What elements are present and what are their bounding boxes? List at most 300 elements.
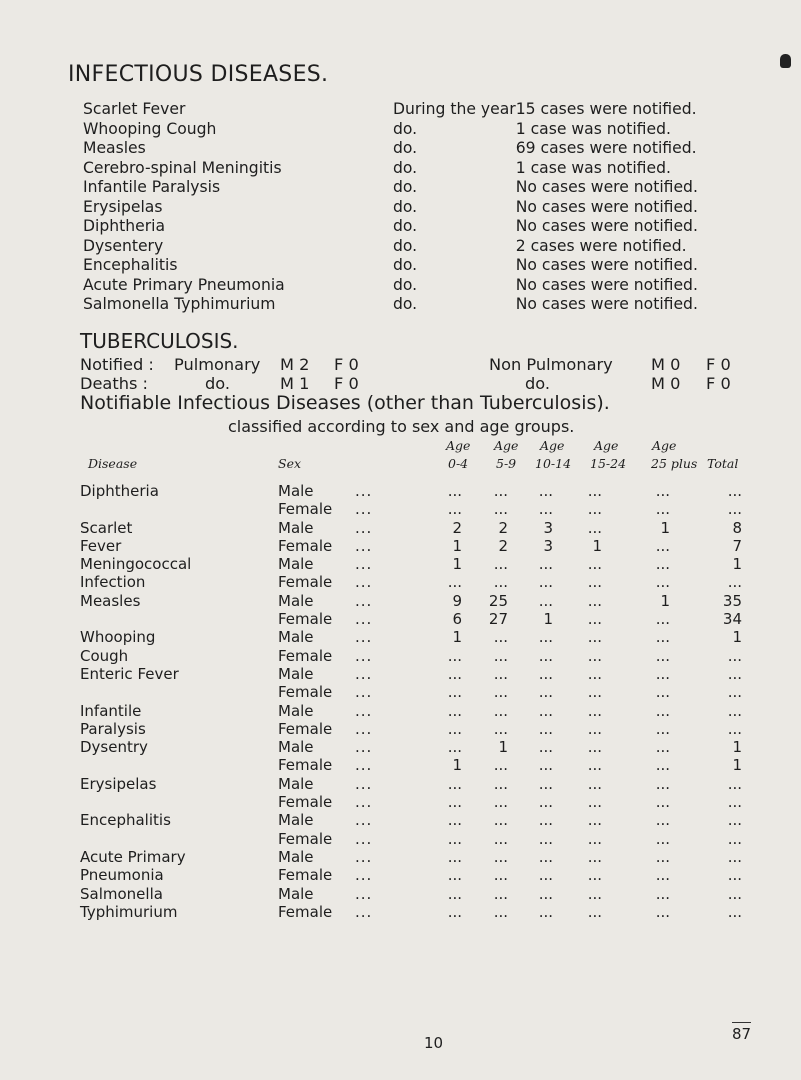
tb-label: Notified : — [80, 355, 154, 374]
row-age-value: ... — [447, 738, 462, 757]
row-age-value: ... — [447, 482, 462, 500]
notification-row — [83, 217, 743, 237]
row-leader: ... — [355, 738, 373, 757]
row-age-value: ... — [587, 793, 602, 812]
row-age-value: ... — [538, 756, 553, 775]
disease-name: Scarlet Fever — [83, 100, 186, 118]
table-row — [80, 592, 760, 610]
row-age-value: ... — [655, 774, 670, 793]
row-age-value: ... — [655, 738, 670, 757]
row-age-value: 2 — [452, 518, 462, 537]
row-age-value: ... — [447, 793, 462, 812]
row-age-value: ... — [655, 719, 670, 738]
row-sex: Female — [278, 793, 333, 812]
row-total: 7 — [732, 536, 742, 555]
row-total: ... — [727, 664, 742, 683]
age-label: Age — [652, 438, 677, 453]
notification-row — [83, 198, 743, 218]
table-row — [80, 683, 760, 701]
row-total: ... — [727, 793, 742, 812]
row-age-value: ... — [493, 793, 508, 812]
row-age-value: ... — [655, 500, 670, 519]
table-row — [80, 738, 760, 756]
row-age-value: ... — [538, 555, 553, 574]
age-label: Age — [494, 438, 519, 453]
row-age-value: ... — [587, 646, 602, 665]
result-text: No cases were notified. — [515, 178, 698, 196]
table-row — [80, 482, 760, 500]
row-age-value: ... — [538, 573, 553, 592]
row-age-value: 1 — [660, 591, 670, 610]
row-leader: ... — [355, 518, 373, 537]
row-sex: Female — [278, 829, 333, 848]
row-leader: ... — [355, 683, 373, 702]
row-leader: ... — [355, 591, 373, 610]
row-age-value: ... — [493, 628, 508, 647]
row-sex: Female — [278, 610, 333, 629]
row-age-value: ... — [493, 774, 508, 793]
row-age-value: 1 — [660, 518, 670, 537]
row-age-value: ... — [587, 664, 602, 683]
row-disease: Whooping — [80, 628, 156, 647]
notification-table — [83, 100, 743, 315]
tb-nonpulm-f: F 0 — [706, 355, 731, 374]
row-age-value: ... — [493, 664, 508, 683]
row-age-value: ... — [493, 573, 508, 592]
row-age-value: ... — [447, 646, 462, 665]
row-age-value: ... — [587, 701, 602, 720]
tb-nonpulm-m: M 0 — [651, 355, 681, 374]
row-disease: Infection — [80, 573, 146, 592]
row-leader: ... — [355, 536, 373, 555]
age-label: Age — [446, 438, 471, 453]
disease-name: Cerebro-spinal Meningitis — [83, 158, 282, 177]
row-sex: Male — [278, 774, 314, 793]
row-sex: Female — [278, 573, 333, 592]
row-age-value: ... — [655, 884, 670, 903]
row-disease: Enteric Fever — [80, 664, 179, 683]
row-sex: Female — [278, 646, 333, 665]
result-text: No cases were notified. — [515, 256, 698, 274]
tb-nonpulm-m: M 0 — [651, 374, 681, 393]
notification-row — [83, 276, 743, 296]
row-age-value: 3 — [543, 518, 553, 537]
row-age-value: 6 — [452, 610, 462, 629]
row-age-value: ... — [447, 902, 462, 921]
table-row — [80, 647, 760, 665]
row-age-value: ... — [655, 573, 670, 592]
row-age-value: ... — [655, 536, 670, 555]
row-age-value: ... — [538, 866, 553, 885]
row-age-value: ... — [493, 756, 508, 775]
tb-nonpulm-label: do. — [525, 374, 551, 393]
row-age-value: ... — [538, 591, 553, 610]
row-leader: ... — [355, 793, 373, 812]
row-age-value: 3 — [543, 536, 553, 555]
row-age-value: ... — [538, 884, 553, 903]
row-disease: Infantile — [80, 701, 142, 720]
table-row — [80, 573, 760, 591]
row-age-value: ... — [493, 866, 508, 885]
sex-col-header: Sex — [278, 456, 302, 471]
row-age-value: ... — [538, 482, 553, 500]
row-age-value: ... — [493, 701, 508, 720]
row-total: ... — [727, 719, 742, 738]
row-age-value: 2 — [498, 536, 508, 555]
row-total: ... — [727, 701, 742, 720]
corner-mark — [780, 54, 791, 68]
row-age-value: ... — [655, 756, 670, 775]
row-age-value: ... — [493, 719, 508, 738]
tb-pulm-f: F 0 — [334, 355, 359, 374]
row-age-value: ... — [493, 811, 508, 830]
row-age-value: ... — [587, 756, 602, 775]
row-total: 1 — [732, 555, 742, 574]
notification-row — [83, 256, 743, 276]
row-age-value: ... — [538, 628, 553, 647]
row-age-value: ... — [447, 884, 462, 903]
notifiable-title: Notifiable Infectious Diseases (other than Tuberculosis). — [80, 392, 610, 414]
row-sex: Female — [278, 500, 333, 519]
row-age-value: ... — [587, 500, 602, 519]
table-row — [80, 793, 760, 811]
row-leader: ... — [355, 847, 373, 866]
row-leader: ... — [355, 482, 373, 500]
row-disease: Diphtheria — [80, 482, 159, 500]
row-total: ... — [727, 683, 742, 702]
row-age-value: ... — [538, 664, 553, 683]
row-leader: ... — [355, 555, 373, 574]
row-age-value: ... — [538, 811, 553, 830]
row-sex: Male — [278, 738, 314, 757]
row-leader: ... — [355, 610, 373, 629]
age-label: Age — [540, 438, 565, 453]
disease-name: Measles — [83, 139, 146, 157]
disease-name: Acute Primary Pneumonia — [83, 275, 285, 294]
tb-pulm-label: do. — [205, 374, 231, 393]
row-disease: Acute Primary — [80, 847, 186, 866]
row-total: ... — [727, 646, 742, 665]
row-age-value: ... — [587, 902, 602, 921]
notification-row — [83, 178, 743, 198]
row-sex: Male — [278, 811, 314, 830]
table-row — [80, 702, 760, 720]
row-age-value: ... — [447, 811, 462, 830]
row-leader: ... — [355, 866, 373, 885]
result-text: No cases were notified. — [515, 295, 698, 313]
row-total: 8 — [732, 518, 742, 537]
row-total: ... — [727, 902, 742, 921]
row-total: ... — [727, 884, 742, 903]
row-age-value: ... — [587, 719, 602, 738]
row-age-value: ... — [655, 793, 670, 812]
age-group-25-plus: 25 plus — [651, 456, 698, 471]
result-text: 2 cases were notified. — [515, 236, 687, 255]
row-leader: ... — [355, 628, 373, 647]
row-total: ... — [727, 829, 742, 848]
row-age-value: ... — [587, 482, 602, 500]
row-disease: Measles — [80, 591, 141, 610]
row-disease: Meningococcal — [80, 555, 192, 574]
row-total: ... — [727, 482, 742, 500]
row-age-value: ... — [655, 555, 670, 574]
row-sex: Female — [278, 902, 333, 921]
period-text: do. — [393, 275, 418, 294]
row-age-value: ... — [655, 482, 670, 500]
row-age-value: ... — [587, 866, 602, 885]
row-age-value: 1 — [452, 628, 462, 647]
result-text: 15 cases were notified. — [515, 100, 697, 118]
tb-nonpulm-f: F 0 — [706, 374, 731, 393]
notification-row — [83, 159, 743, 179]
disease-name: Dysentery — [83, 236, 164, 255]
row-age-value: ... — [587, 829, 602, 848]
row-disease: Scarlet — [80, 518, 133, 537]
tb-pulm-f: F 0 — [334, 374, 359, 393]
result-text: No cases were notified. — [515, 217, 698, 235]
table-row — [80, 885, 760, 903]
row-sex: Female — [278, 866, 333, 885]
result-text: No cases were notified. — [515, 197, 698, 216]
row-age-value: ... — [655, 902, 670, 921]
row-age-value: ... — [493, 884, 508, 903]
disease-name: Whooping Cough — [83, 119, 217, 138]
table-row — [80, 720, 760, 738]
period-text: do. — [393, 256, 418, 274]
row-age-value: ... — [587, 610, 602, 629]
disease-col-header: Disease — [88, 456, 138, 471]
row-sex: Male — [278, 847, 314, 866]
row-age-value: ... — [493, 500, 508, 519]
period-text: do. — [393, 217, 418, 235]
table-row — [80, 665, 760, 683]
row-age-value: ... — [493, 683, 508, 702]
row-age-value: ... — [655, 646, 670, 665]
age-group-15-24: 15-24 — [590, 456, 627, 471]
row-total: 34 — [722, 610, 742, 629]
row-age-value: ... — [655, 701, 670, 720]
row-disease: Salmonella — [80, 884, 163, 903]
table-row — [80, 519, 760, 537]
disease-name: Infantile Paralysis — [83, 178, 221, 196]
row-total: 35 — [722, 591, 742, 610]
row-total: ... — [727, 866, 742, 885]
notification-row — [83, 237, 743, 257]
row-age-value: ... — [655, 683, 670, 702]
grand-total: 87 — [732, 1022, 751, 1043]
table-row — [80, 500, 760, 518]
row-age-value: ... — [655, 847, 670, 866]
row-age-value: ... — [587, 518, 602, 537]
row-age-value: ... — [447, 573, 462, 592]
row-age-value: ... — [655, 664, 670, 683]
age-label: Age — [594, 438, 619, 453]
age-table-header — [0, 438, 801, 478]
row-age-value: 9 — [452, 591, 462, 610]
row-total: ... — [727, 811, 742, 830]
row-disease: Typhimurium — [80, 902, 178, 921]
row-age-value: ... — [538, 738, 553, 757]
row-leader: ... — [355, 884, 373, 903]
row-leader: ... — [355, 756, 373, 775]
row-age-value: ... — [655, 866, 670, 885]
tb-nonpulm-label: Non Pulmonary — [489, 355, 613, 374]
row-age-value: ... — [587, 884, 602, 903]
row-age-value: ... — [587, 591, 602, 610]
row-age-value: ... — [587, 683, 602, 702]
row-age-value: 25 — [488, 591, 508, 610]
row-age-value: ... — [587, 738, 602, 757]
row-age-value: ... — [447, 829, 462, 848]
period-text: do. — [393, 158, 418, 177]
row-age-value: ... — [493, 646, 508, 665]
row-age-value: 2 — [498, 518, 508, 537]
row-age-value: ... — [538, 902, 553, 921]
page-number: 10 — [424, 1034, 444, 1052]
row-total: ... — [727, 774, 742, 793]
row-leader: ... — [355, 664, 373, 683]
row-age-value: ... — [587, 573, 602, 592]
row-age-value: ... — [447, 683, 462, 702]
row-leader: ... — [355, 500, 373, 519]
row-age-value: ... — [538, 683, 553, 702]
row-disease: Pneumonia — [80, 866, 164, 885]
row-age-value: ... — [493, 555, 508, 574]
row-sex: Male — [278, 664, 314, 683]
row-sex: Male — [278, 628, 314, 647]
tb-label: Deaths : — [80, 374, 148, 393]
row-age-value: 1 — [498, 738, 508, 757]
table-row — [80, 756, 760, 774]
notifiable-subtitle: classified according to sex and age groups. — [228, 417, 575, 436]
age-group-10-14: 10-14 — [535, 456, 572, 471]
row-age-value: ... — [538, 646, 553, 665]
row-total: ... — [727, 847, 742, 866]
row-age-value: ... — [447, 664, 462, 683]
row-age-value: 1 — [592, 536, 602, 555]
period-text: do. — [393, 236, 418, 255]
disease-name: Diphtheria — [83, 217, 166, 235]
row-disease: Fever — [80, 536, 122, 555]
row-age-value: ... — [655, 811, 670, 830]
notification-row — [83, 139, 743, 159]
row-leader: ... — [355, 774, 373, 793]
row-age-value: ... — [447, 701, 462, 720]
period-text: do. — [393, 178, 418, 196]
table-row — [80, 555, 760, 573]
row-age-value: ... — [538, 847, 553, 866]
row-leader: ... — [355, 902, 373, 921]
result-text: 1 case was notified. — [515, 158, 671, 177]
row-age-value: ... — [447, 847, 462, 866]
row-leader: ... — [355, 811, 373, 830]
row-sex: Female — [278, 536, 333, 555]
row-age-value: ... — [538, 719, 553, 738]
row-sex: Female — [278, 756, 333, 775]
result-text: 1 case was notified. — [515, 119, 671, 138]
age-group-5-9: 5-9 — [496, 456, 517, 471]
notification-row — [83, 295, 743, 315]
tb-pulm-label: Pulmonary — [174, 355, 261, 374]
result-text: 69 cases were notified. — [515, 139, 697, 157]
row-age-value: ... — [493, 902, 508, 921]
age-group-0-4: 0-4 — [448, 456, 469, 471]
row-age-value: ... — [587, 628, 602, 647]
row-age-value: 1 — [452, 555, 462, 574]
age-table-body — [80, 482, 760, 921]
notification-row — [83, 100, 743, 120]
row-age-value: ... — [655, 610, 670, 629]
row-total: ... — [727, 500, 742, 519]
row-leader: ... — [355, 829, 373, 848]
row-total: ... — [727, 573, 742, 592]
row-disease: Erysipelas — [80, 774, 157, 793]
row-age-value: ... — [655, 628, 670, 647]
row-age-value: ... — [447, 500, 462, 519]
row-age-value: ... — [587, 555, 602, 574]
disease-name: Encephalitis — [83, 256, 178, 274]
row-age-value: ... — [538, 701, 553, 720]
row-total: 1 — [732, 738, 742, 757]
row-disease: Paralysis — [80, 719, 146, 738]
row-age-value: ... — [493, 829, 508, 848]
row-age-value: ... — [655, 829, 670, 848]
row-age-value: ... — [447, 719, 462, 738]
row-age-value: ... — [538, 500, 553, 519]
row-sex: Male — [278, 701, 314, 720]
page-title: INFECTIOUS DISEASES. — [68, 62, 329, 87]
row-sex: Male — [278, 518, 314, 537]
tb-pulm-m: M 2 — [280, 355, 310, 374]
row-leader: ... — [355, 701, 373, 720]
row-age-value: ... — [538, 829, 553, 848]
total-col-header: Total — [707, 456, 739, 471]
table-row — [80, 903, 760, 921]
table-row — [80, 537, 760, 555]
result-text: No cases were notified. — [515, 275, 698, 294]
row-sex: Male — [278, 482, 314, 500]
period-text: do. — [393, 197, 418, 216]
row-age-value: 27 — [488, 610, 508, 629]
notification-row — [83, 120, 743, 140]
row-sex: Female — [278, 683, 333, 702]
period-text: do. — [393, 119, 418, 138]
table-row — [80, 866, 760, 884]
row-leader: ... — [355, 719, 373, 738]
row-sex: Male — [278, 591, 314, 610]
row-age-value: ... — [447, 774, 462, 793]
row-total: 1 — [732, 628, 742, 647]
row-leader: ... — [355, 646, 373, 665]
table-row — [80, 610, 760, 628]
row-total: 1 — [732, 756, 742, 775]
row-age-value: ... — [447, 866, 462, 885]
disease-name: Erysipelas — [83, 197, 163, 216]
row-disease: Cough — [80, 646, 129, 665]
tuberculosis-heading: TUBERCULOSIS. — [80, 329, 239, 353]
table-row — [80, 848, 760, 866]
row-age-value: ... — [538, 774, 553, 793]
row-age-value: ... — [493, 847, 508, 866]
row-age-value: ... — [587, 847, 602, 866]
table-row — [80, 628, 760, 646]
row-age-value: ... — [538, 793, 553, 812]
table-row — [80, 830, 760, 848]
table-row — [80, 775, 760, 793]
row-age-value: ... — [587, 774, 602, 793]
row-sex: Male — [278, 555, 314, 574]
row-sex: Male — [278, 884, 314, 903]
